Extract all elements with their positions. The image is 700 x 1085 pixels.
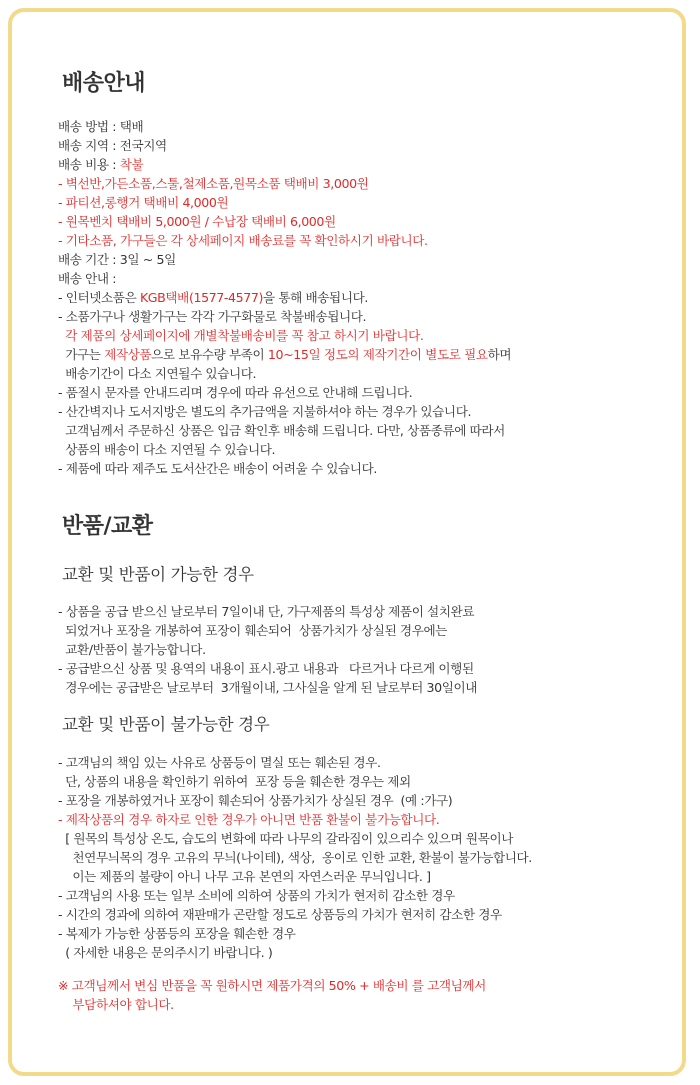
impossible-line-3-cont2: 천연무늬목의 경우 고유의 무늬(나이테), 색상, 옹이로 인한 교환, 환불이 불가능합니다. [58, 850, 532, 865]
possible-line-1-cont: 되었거나 포장을 개봉하여 포장이 훼손되어 상품가치가 상실된 경우에는 [58, 623, 447, 638]
impossible-line-1: - 고객님의 책임 있는 사유로 상품등이 멸실 또는 훼손된 경우. [58, 755, 381, 770]
guide-line-2-red: 각 제품의 상세페이지에 개별착불배송비를 꼭 참고 하시기 바랍니다. [58, 328, 424, 343]
courier-name: KGB택배(1577-4577) [139, 290, 264, 305]
refund-note: ※ 고객님께서 변심 반품을 꼭 원하시면 제품가격의 50% + 배송비 를 고객님께서 [58, 978, 486, 993]
fee-line-4: - 기타소품, 가구들은 각 상세페이지 배송료를 꼭 확인하시기 바랍니다. [58, 233, 428, 248]
fee-line-1: - 벽선반,가든소품,스툴,철제소품,원목소품 택배비 3,000원 [58, 176, 369, 191]
fee-line-3: - 원목벤치 택배비 5,000원 / 수납장 택배비 6,000원 [58, 214, 336, 229]
impossible-line-4: - 고객님의 사용 또는 일부 소비에 의하여 상품의 가치가 현저히 감소한 경우 [58, 888, 455, 903]
possible-line-2-cont: 경우에는 공급받은 날로부터 3개월이내, 그사실을 알게 된 날로부터 30일이내 [58, 680, 478, 695]
guide-line-3 [58, 345, 511, 364]
possible-title: 교환 및 반품이 가능한 경우 [62, 565, 254, 584]
guide-line-5: - 산간벽지나 도서지방은 별도의 추가금액을 지불하셔야 하는 경우가 있습니다. [58, 404, 472, 419]
returns-title: 반품/교환 [62, 514, 153, 539]
refund-note-cont: 부담하셔야 합니다. [58, 997, 174, 1012]
impossible-line-1-cont: 단, 상품의 내용을 확인하기 위하여 포장 등을 훼손한 경우는 제외 [58, 774, 411, 789]
guide-line-1-pre: - 인터넷소품은 [58, 290, 140, 305]
guide-line-3-cont: 배송기간이 다소 지연될수 있습니다. [58, 366, 257, 381]
possible-line-2: - 공급받으신 상품 및 용역의 내용이 표시.광고 내용과 다르거나 다르게 이행된 [58, 661, 474, 676]
guide-line-1-post: 을 통해 배송됩니다. [263, 290, 368, 305]
fee-line-2: - 파티션,롱행거 택배비 4,000원 [58, 195, 229, 210]
impossible-title: 교환 및 반품이 불가능한 경우 [62, 715, 270, 734]
impossible-line-3: - 제작상품의 경우 하자로 인한 경우가 아니면 반품 환불이 불가능합니다. [58, 812, 440, 827]
shipping-cost-value: 착불 [119, 157, 144, 172]
guide-line-2: - 소품가구나 생활가구는 각각 가구화물로 착불배송됩니다. [58, 309, 367, 324]
guide-line-3-c: 으로 보유수량 부족이 [151, 347, 268, 362]
possible-line-1: - 상품을 공급 받으신 날로부터 7일이내 단, 가구제품의 특성상 제품이 설치완료 [58, 604, 475, 619]
impossible-line-5: - 시간의 경과에 의하여 재판매가 곤란할 정도로 상품등의 가치가 현저히 감소한 경우 [58, 907, 502, 922]
guide-line-3-a: 가구는 [58, 347, 105, 362]
shipping-guide-label: 배송 안내 : [58, 271, 117, 286]
guide-line-6: - 제품에 따라 제주도 도서산간은 배송이 어려울 수 있습니다. [58, 461, 377, 476]
impossible-line-3-cont: [ 원목의 특성상 온도, 습도의 변화에 따라 나무의 갈라짐이 있으리수 있으며 원목이나 [58, 831, 513, 846]
possible-line-1-cont2: 교환/반품이 불가능합니다. [58, 642, 206, 657]
shipping-cost-label: 배송 비용 : [58, 157, 120, 172]
guide-line-3-d: 10~15일 정도의 제작기간이 별도로 필요 [267, 347, 488, 362]
shipping-cost [58, 155, 143, 174]
guide-line-5-cont2: 상품의 배송이 다소 지연될 수 있습니다. [58, 442, 276, 457]
guide-line-4: - 품절시 문자를 안내드리며 경우에 따라 유선으로 안내해 드립니다. [58, 385, 413, 400]
guide-line-1 [58, 288, 368, 307]
shipping-method: 배송 방법 : 택배 [58, 119, 144, 134]
impossible-line-3-cont3: 이는 제품의 불량이 아니 나무 고유 본연의 자연스러운 무늬입니다. ] [58, 869, 431, 884]
shipping-region: 배송 지역 : 전국지역 [58, 138, 167, 153]
shipping-title: 배송안내 [62, 71, 146, 96]
shipping-period: 배송 기간 : 3일 ~ 5일 [58, 252, 176, 267]
impossible-line-6: - 복제가 가능한 상품등의 포장을 훼손한 경우 [58, 926, 296, 941]
impossible-line-6-cont: ( 자세한 내용은 문의주시기 바랍니다. ) [58, 945, 273, 960]
guide-line-3-b: 제작상품 [104, 347, 152, 362]
impossible-line-2: - 포장을 개봉하였거나 포장이 훼손되어 상품가치가 상실된 경우 (예 :가구) [58, 793, 453, 808]
guide-line-3-e: 하며 [487, 347, 512, 362]
guide-line-5-cont: 고객님께서 주문하신 상품은 입금 확인후 배송해 드립니다. 다만, 상품종류에 따라서 [58, 423, 505, 438]
